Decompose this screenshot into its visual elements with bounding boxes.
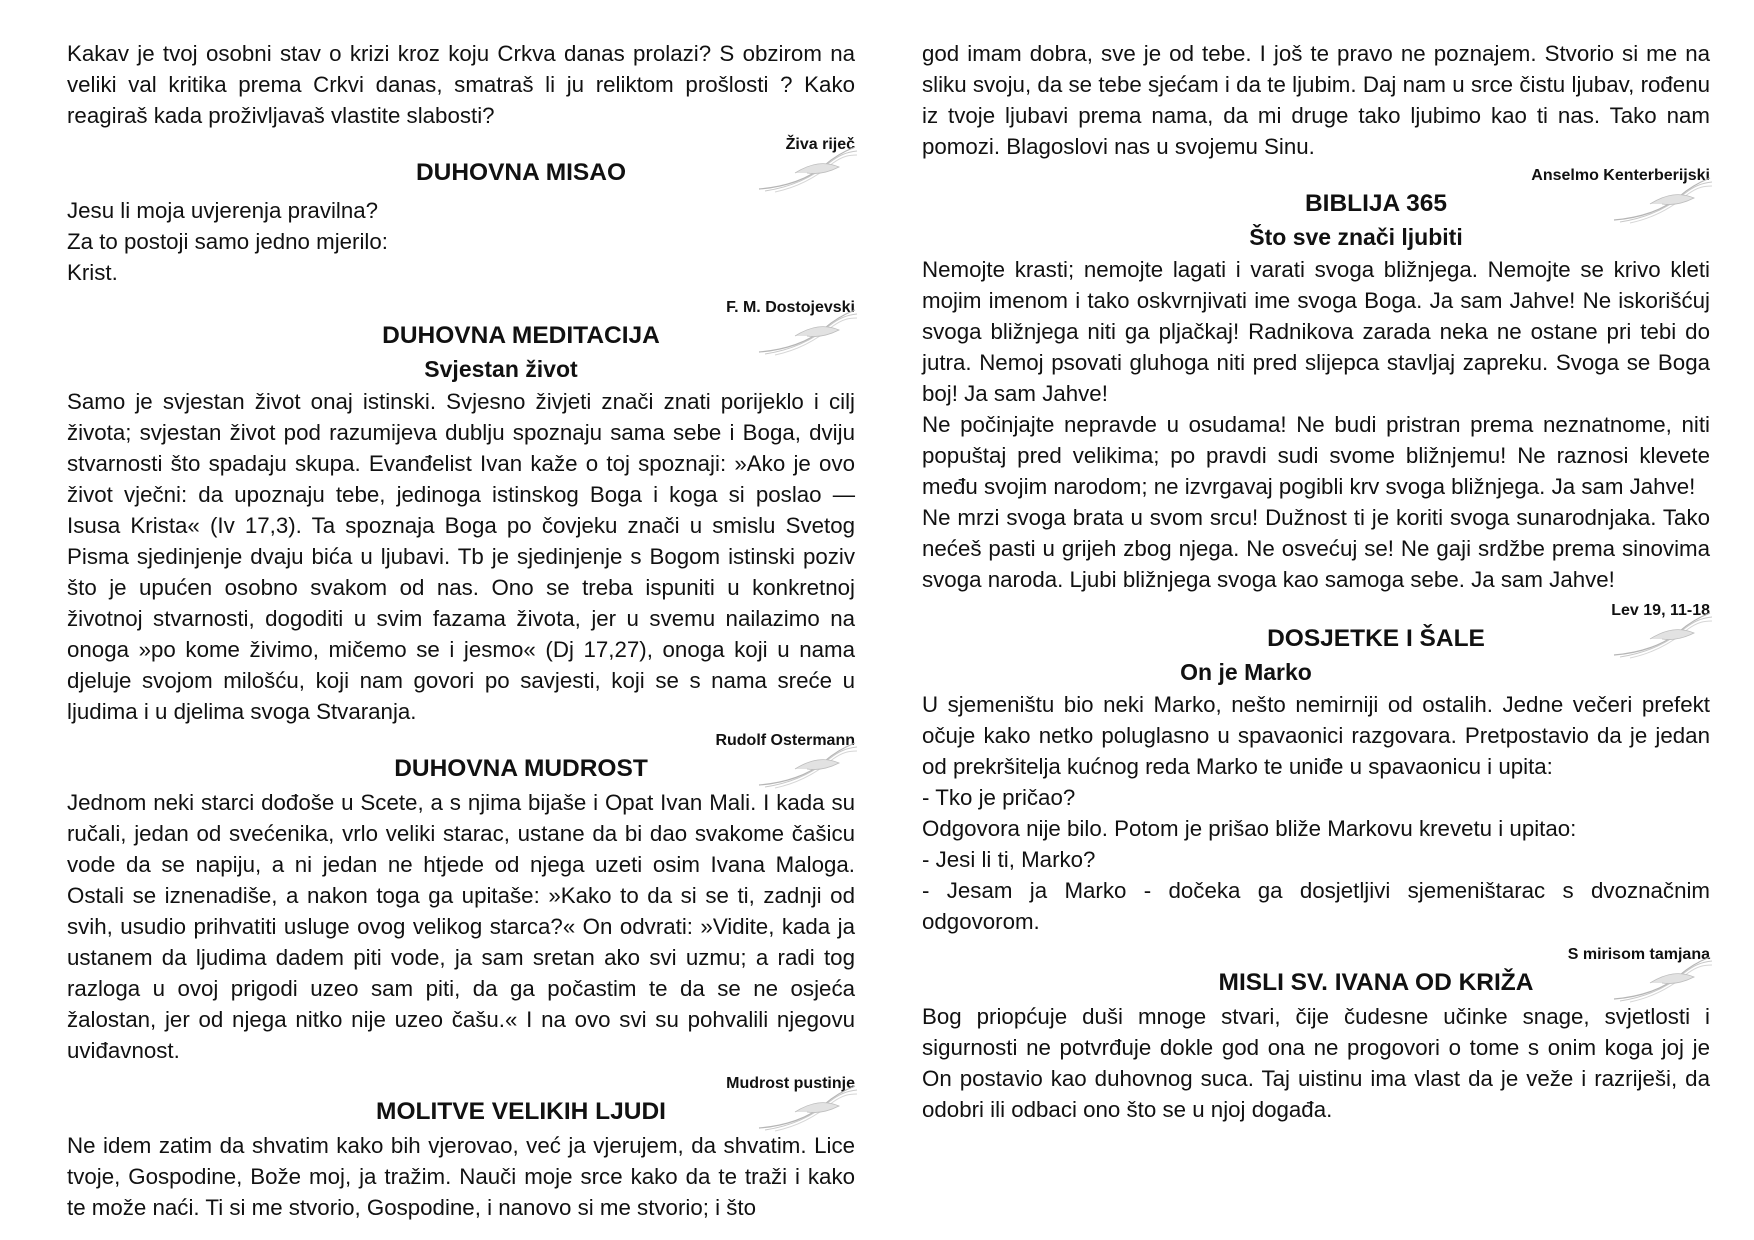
section-subtitle: On je Marko bbox=[1180, 659, 1312, 685]
section-title: MISLI SV. IVANA OD KRIŽA bbox=[1218, 969, 1534, 996]
misao-text: Jesu li moja uvjerenja pravilna? Za to postoji samo jedno mjerilo: Krist. bbox=[67, 198, 388, 285]
left-column bbox=[67, 38, 855, 1223]
biblija-paragraph: Ne mrzi svoga brata u svom srcu! Dužnost ti je koriti svoga sunarodnjaka. Tako nećeš pasti u grijeh zbog njega. Ne osvećuj se! Ne gaji srdžbe prema sinovima svoga naroda. Ljubi bližnjega svoga kao samoga sebe. Ja sam Jahve! bbox=[922, 505, 1710, 592]
section-title: DUHOVNA MUDROST bbox=[394, 755, 648, 782]
sale-paragraph: - Jesam ja Marko - dočeka ga dosjetljivi sjemeništarac s dvoznačnim odgovorom. bbox=[922, 878, 1710, 934]
section-title: DOSJETKE I ŠALE bbox=[1267, 625, 1485, 652]
section-heading-meditacija bbox=[67, 320, 855, 354]
sale-paragraph: - Tko je pričao? bbox=[922, 785, 1076, 810]
biblija-source: Lev 19, 11-18 bbox=[1611, 602, 1710, 619]
section-heading-misli bbox=[922, 967, 1710, 1001]
section-subtitle: Svjestan život bbox=[424, 356, 578, 382]
right-column bbox=[922, 38, 1710, 1125]
intro-source: Živa riječ bbox=[785, 136, 855, 153]
sale-paragraph: - Jesi li ti, Marko? bbox=[922, 847, 1096, 872]
intro-paragraph: Kakav je tvoj osobni stav o krizi kroz koju Crkva danas prolazi? S obzirom na veliki val kritika prema Crkvi danas, smatraš li ju reliktom prošlosti ? Kako reagiraš kada proživljavaš vlastite slabosti? bbox=[67, 41, 855, 128]
section-heading-molitve bbox=[67, 1096, 855, 1130]
sale-paragraph: Odgovora nije bilo. Potom je prišao bliže Markovu krevetu i upitao: bbox=[922, 816, 1577, 841]
section-heading-misao bbox=[67, 157, 855, 191]
section-title: MOLITVE VELIKIH LJUDI bbox=[376, 1098, 666, 1125]
mudrost-text: Jednom neki starci dođoše u Scete, a s njima bijaše i Opat Ivan Mali. I kada su ručali, jedan od svećenika, vrlo veliki starac, ustane da bi dao svakome čašicu vode da se napiju, a ni jedan ne htjede od njega uzeti osim Ivana Maloga. Ostali se iznenadiše, a nakon toga ga upitaše: »Kako to da si se ti, zadnji od svih, usudio prihvatiti usluge ovog velikog starca?« On odvrati: »Vidite, kada ja ustanem da ljudima dadem piti vode, ja sam sretan ako svi uzmu; a radi tog razloga u ovoj prigodi uzeo sam piti, da ga počastim te da se ne osjeća žalostan, jer od njega nitko nije uzeo čašu.« I na ovo svi su pohvalili njegovu uviđavnost. bbox=[67, 790, 855, 1063]
swirl-icon bbox=[1610, 609, 1714, 661]
swirl-icon bbox=[755, 739, 859, 791]
sale-source: S mirisom tamjana bbox=[1567, 946, 1710, 963]
swirl-icon bbox=[755, 143, 859, 195]
molitve-continued: god imam dobra, sve je od tebe. I još te pravo ne poznajem. Stvorio si me na sliku svoju, da se tebe sjećam i da te ljubim. Daj nam u srce čistu ljubav, rođenu iz tvoje ljubavi prema nama, da mi druge tako ljubimo kao ti nas. Tako nam pomozi. Blagoslovi nas u svojemu Sinu. bbox=[922, 41, 1710, 159]
section-heading-mudrost bbox=[67, 753, 855, 787]
molitve-source: Anselmo Kenterberijski bbox=[1531, 167, 1710, 184]
swirl-icon bbox=[755, 1082, 859, 1134]
misli-text: Bog priopćuje duši mnoge stvari, čije čudesne učinke snage, svjetlosti i sigurnosti ne potvrđuje dokle god ona ne progovori o tome s onim koga joj je On postavio kao duhovnog suca. Taj uistinu ima vlast da je veže i razriješi, da odobri ili odbaci ono što se u njoj događa. bbox=[922, 1004, 1710, 1122]
molitve-text: Ne idem zatim da shvatim kako bih vjerovao, već ja vjerujem, da shvatim. Lice tvoje, Gospodine, Bože moj, ja tražim. Nauči moje srce kako da te traži i kako te može naći. Ti si me stvorio, Gospodine, i nanovo si me stvorio; i što bbox=[67, 1133, 855, 1220]
biblija-paragraph: Ne počinjajte nepravde u osudama! Ne budi pristran prema neznatnome, niti popuštaj pred velikima; po pravdi sudi svome bližnjemu! Ne raznosi klevete među svojim narodom; ne izvrgavaj pogibli krv svoga bližnjega. Ja sam Jahve! bbox=[922, 412, 1710, 499]
section-heading-sale bbox=[922, 623, 1710, 657]
section-title: DUHOVNA MISAO bbox=[415, 159, 627, 186]
misao-source: F. M. Dostojevski bbox=[726, 299, 855, 316]
biblija-paragraph: Nemojte krasti; nemojte lagati i varati svoga bližnjega. Nemojte se krivo kleti mojim imenom i tako oskvrnjivati ime svoga Boga. Ja sam Jahve! Ne iskorišćuj svoga bližnjega niti ga pljačkaj! Radnikova zarada neka ne ostane pri tebi do jutra. Nemoj psovati gluhoga niti pred slijepca stavljaj zapreku. Svoga se Boga boj! Ja sam Jahve! bbox=[922, 257, 1710, 406]
section-title: BIBLIJA 365 bbox=[1304, 190, 1448, 217]
sale-paragraph: U sjemeništu bio neki Marko, nešto nemirniji od ostalih. Jedne večeri prefekt očuje kako netko poluglasno u spavaonici razgovara. Pretpostavio da je jedan od prekršitelja kućnog reda Marko te uniđe u spavaonicu i upita: bbox=[922, 692, 1710, 779]
swirl-icon bbox=[1610, 953, 1714, 1005]
section-subtitle: Što sve znači ljubiti bbox=[1249, 224, 1463, 250]
meditacija-text: Samo je svjestan život onaj istinski. Svjesno živjeti znači znati porijeklo i cilj života; svjestan život pod razumijeva dublju spoznaju sama sebe i Boga, dviju stvarnosti što spadaju skupa. Evanđelist Ivan kaže o toj spoznaji: »Ako je ovo život vječni: da upoznaju tebe, jedinoga istinskog Boga i koga si poslao — Isusa Krista« (Iv 17,3). Ta spoznaja Boga po čovjeku znači u smislu Svetog Pisma sjedinjenje dvaju bića u ljubavi. Tb je sjedinjenje s Bogom istinski poziv što je upućen osobno svakom od nas. Ono se treba ispuniti u konkretnoj životnoj stvarnosti, dogoditi u svim fazama života, jer u svemu nailazimo na onoga »po kome živimo, mičemo se i jesmo« (Dj 17,27), onoga koji u nama djeluje svojom milošću, koji nam govori po savjesti, koji se s nama sreće u ljudima i u djelima svoga Stvaranja. bbox=[67, 389, 855, 724]
swirl-icon bbox=[1610, 174, 1714, 226]
section-title: DUHOVNA MEDITACIJA bbox=[382, 322, 660, 349]
swirl-icon bbox=[755, 306, 859, 358]
section-heading-biblija bbox=[922, 188, 1710, 222]
meditacija-source: Rudolf Ostermann bbox=[715, 732, 855, 749]
mudrost-source: Mudrost pustinje bbox=[726, 1075, 855, 1092]
